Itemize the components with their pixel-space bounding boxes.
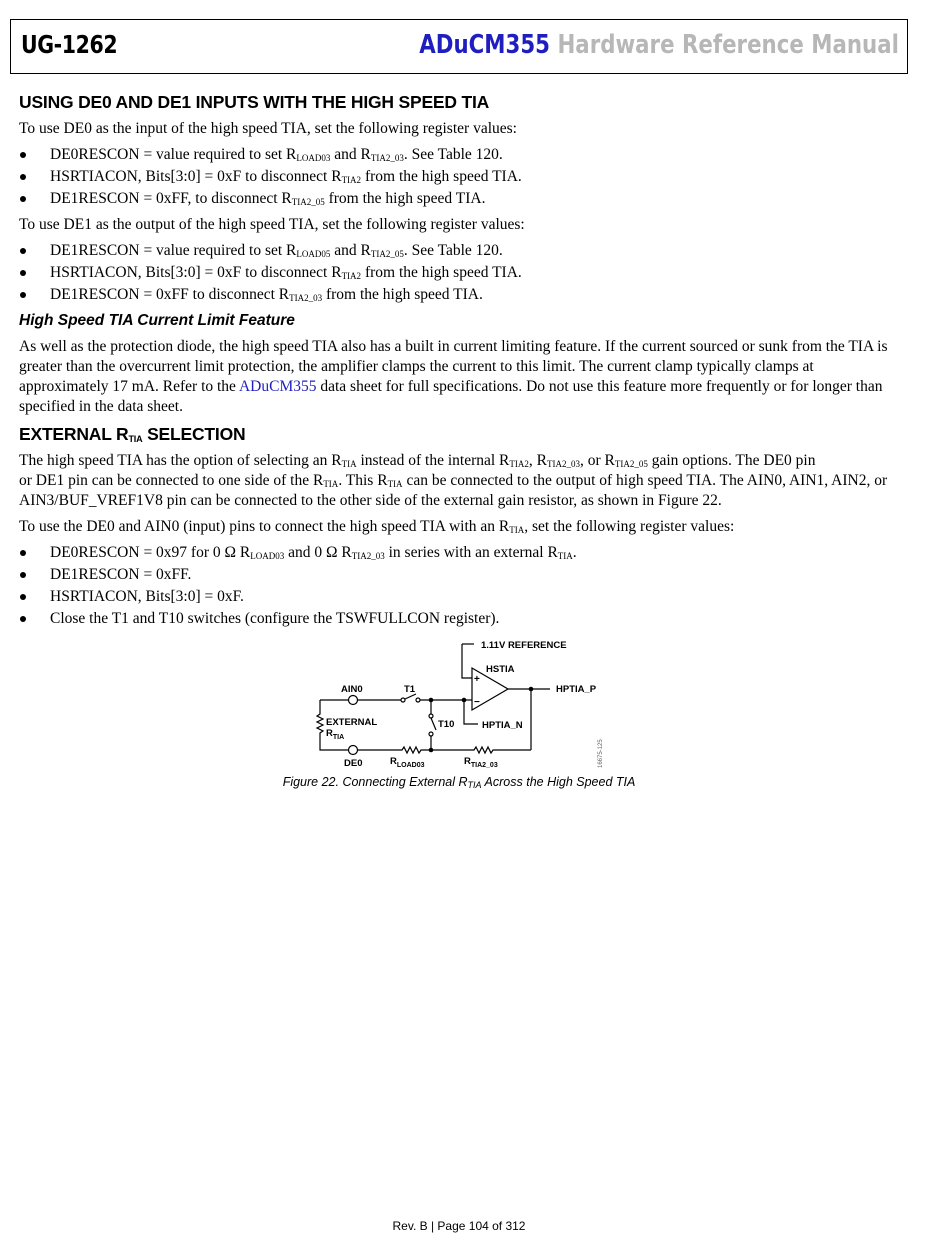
label-r-external: $R_{TIA}$ bbox=[326, 728, 345, 741]
page-content bbox=[19, 91, 904, 635]
subsection-heading-current-limit: High Speed TIA Current Limit Feature bbox=[19, 312, 295, 329]
paragraph-current-limit: As well as the protection diode, the high speed TIA also has a built in current limiting feature. If the current sourced or sunk from the TIA is greater than the overcurrent limit protection, the amplifier clamps the current to this limit. The current clamp typically clamps at approximately 17 mA. Refer to the ADuCM355 data sheet for full specifications. Do not use this feature more frequently or for longer than specified in the data sheet. bbox=[19, 338, 888, 415]
figure-id: 16675-125 bbox=[598, 739, 604, 768]
document-id: UG-1262 bbox=[21, 30, 118, 59]
list-item: DE0RESCON = 0x97 for 0 Ω $R_{LOAD03}$ and 0 Ω $R_{TIA2\_03}$ in series with an external $R_{TIA}$. bbox=[19, 543, 904, 563]
paragraph-de1-intro: To use DE1 as the output of the high speed TIA, set the following register values: bbox=[19, 216, 525, 233]
figure-22-circuit bbox=[300, 638, 620, 788]
list-item: Close the T1 and T10 switches (configure the TSWFULLCON register). bbox=[19, 609, 904, 629]
label-hptia-p: HPTIA_P bbox=[556, 684, 597, 695]
label-t1: T1 bbox=[404, 684, 416, 695]
list-item: HSRTIACON, Bits[3:0] = 0xF. bbox=[19, 587, 904, 607]
product-name: ADuCM355 bbox=[419, 30, 551, 60]
figure-caption: Figure 22. Connecting External $R_{TIA}$ Across the High Speed TIA bbox=[282, 775, 636, 790]
list-item: HSRTIACON, Bits[3:0] = 0xF to disconnect $R_{TIA2}$ from the high speed TIA. bbox=[19, 167, 904, 187]
label-ain0: AIN0 bbox=[341, 684, 363, 695]
list-item: HSRTIACON, Bits[3:0] = 0xF to disconnect $R_{TIA2}$ from the high speed TIA. bbox=[19, 263, 904, 283]
label-external: EXTERNAL bbox=[326, 717, 378, 728]
paragraph-external-rtia: The high speed TIA has the option of selecting an $R_{TIA}$ instead of the internal $R_{TIA2}$, $R_{TIA2\_03}$, or $R_{TIA2\_05}$ gain options. The DE0 pin or DE1 pin can be connected to one side of the $R_{TIA}$. This $R_{TIA}$ can be connected to the output of high speed TIA. The AIN0, AIN1, AIN2, or AIN3/BUF_VREF1V8 pin can be connected to the other side of the external gain resistor, as shown in Figure 22. bbox=[19, 452, 888, 509]
list-item: DE1RESCON = 0xFF. bbox=[19, 565, 904, 585]
list-item: DE0RESCON = value required to set $R_{LOAD03}$ and $R_{TIA2\_03}$. See Table 120. bbox=[19, 145, 904, 165]
section-heading-de0-de1: USING DE0 AND DE1 INPUTS WITH THE HIGH SPEED TIA bbox=[19, 92, 490, 112]
product-link[interactable]: ADuCM355 bbox=[238, 378, 317, 395]
label-t10: T10 bbox=[438, 719, 455, 730]
label-rload03: $R_{LOAD03}$ bbox=[390, 756, 425, 769]
page-footer: Rev. B | Page 104 of 312 bbox=[392, 1219, 526, 1233]
label-minus: − bbox=[474, 697, 480, 708]
bullet-list-de0 bbox=[19, 145, 904, 209]
label-plus: + bbox=[474, 674, 480, 685]
label-de0: DE0 bbox=[344, 758, 363, 769]
list-item: DE1RESCON = 0xFF, to disconnect $R_{TIA2\_05}$ from the high speed TIA. bbox=[19, 189, 904, 209]
header-title bbox=[419, 30, 899, 60]
page-header bbox=[10, 19, 908, 74]
label-hstia: HSTIA bbox=[486, 664, 515, 675]
label-hptia-n: HPTIA_N bbox=[482, 720, 523, 731]
manual-title: Hardware Reference Manual bbox=[557, 30, 899, 60]
paragraph-de0-ain0: To use the DE0 and AIN0 (input) pins to connect the high speed TIA with an $R_{TIA}$, set the following register values: bbox=[19, 518, 735, 535]
paragraph-de0-intro: To use DE0 as the input of the high speed TIA, set the following register values: bbox=[19, 120, 517, 137]
list-item: DE1RESCON = value required to set $R_{LOAD05}$ and $R_{TIA2\_05}$. See Table 120. bbox=[19, 241, 904, 261]
section-heading-external-rtia: EXTERNAL $R_{TIA}$ SELECTION bbox=[19, 424, 246, 444]
bullet-list-de1 bbox=[19, 241, 904, 305]
bullet-list-external-rtia bbox=[19, 543, 904, 629]
label-reference: 1.11V REFERENCE bbox=[481, 640, 567, 651]
list-item: DE1RESCON = 0xFF to disconnect $R_{TIA2\_03}$ from the high speed TIA. bbox=[19, 285, 904, 305]
label-rtia2-03: $R_{TIA2\_03}$ bbox=[464, 756, 498, 769]
